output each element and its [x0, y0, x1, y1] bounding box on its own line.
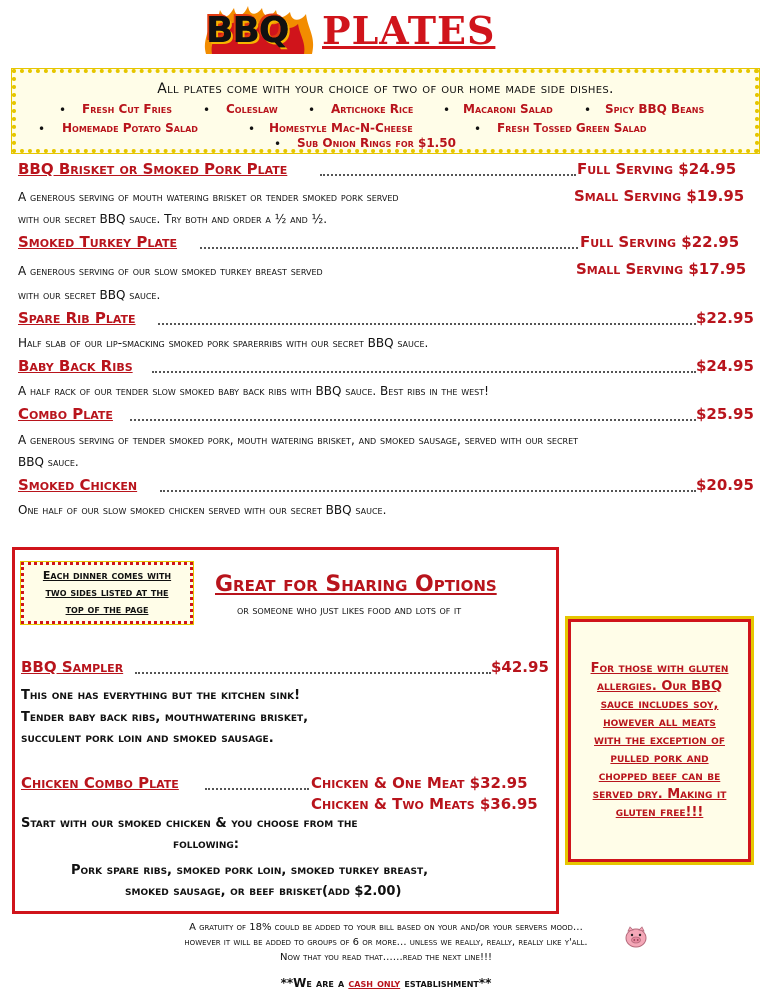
side-item: Coleslaw	[226, 102, 278, 116]
plate-price-small: Small Serving $17.95	[576, 260, 747, 278]
plate-title: Smoked Turkey Plate	[18, 233, 178, 251]
bullet: •	[203, 103, 211, 117]
plate-title: Combo Plate	[18, 405, 113, 423]
cash-only-notice	[0, 976, 772, 990]
dot-leader	[152, 371, 696, 373]
dinner-note-line: Each dinner comes with	[42, 569, 172, 582]
bullet: •	[474, 122, 482, 136]
gluten-note	[577, 660, 742, 822]
sides-intro: All plates come with your choice of two of our home made side dishes.	[157, 81, 614, 97]
plate-title: Spare Rib Plate	[18, 309, 136, 327]
dot-leader	[320, 174, 576, 176]
gluten-line: gluten free!!!	[615, 805, 704, 820]
gluten-line: chopped beef can be	[598, 769, 721, 784]
plate-description: A half rack of our tender slow smoked baby back ribs with BBQ sauce. Best ribs in the west!	[18, 384, 489, 398]
plate-description: A generous serving of tender smoked pork, mouth watering brisket, and smoked sausage, served with our secret	[18, 433, 579, 447]
bbq-logo	[200, 4, 318, 60]
bullet: •	[38, 122, 46, 136]
plate-title: Baby Back Ribs	[18, 357, 133, 375]
gluten-line: served dry. Making it	[592, 787, 727, 802]
logo-text: BBQ	[206, 10, 289, 51]
bullet: •	[308, 103, 316, 117]
plate-title: Smoked Chicken	[18, 476, 138, 494]
plate-description: with our secret BBQ sauce.	[18, 288, 161, 302]
pig-icon	[624, 926, 648, 948]
combo-price-one: Chicken & One Meat $32.95	[311, 774, 528, 792]
plate-title: BBQ Brisket or Smoked Pork Plate	[18, 160, 288, 178]
sharing-subtitle: or someone who just likes food and lots of it	[237, 604, 462, 617]
gluten-line: allergies. Our BBQ	[596, 679, 723, 694]
bullet: •	[59, 103, 67, 117]
gluten-note-box	[568, 619, 751, 862]
gluten-line: however all meats	[603, 715, 716, 730]
plate-description: Half slab of our lip-smacking smoked pork sparerribs with our secret BBQ sauce.	[18, 336, 429, 350]
dinner-note-line: top of the page	[65, 603, 149, 616]
sides-box	[12, 69, 759, 153]
side-item: Spicy BBQ Beans	[605, 102, 705, 116]
side-item: Macaroni Salad	[463, 102, 553, 116]
bullet: •	[274, 137, 282, 151]
dot-leader	[200, 247, 578, 249]
combo-price-two: Chicken & Two Meats $36.95	[311, 795, 538, 813]
plate-description: A generous serving of mouth watering brisket or tender smoked pork served	[18, 190, 399, 204]
gratuity-line: however it will be added to groups of 6 or more… unless we really, really, really like y'all.	[184, 937, 588, 948]
dot-leader	[158, 323, 696, 325]
combo-description: following:	[173, 837, 239, 852]
dot-leader	[160, 490, 696, 492]
combo-description: Pork spare ribs, smoked pork loin, smoked turkey breast,	[71, 863, 429, 878]
plate-price: Full Serving $24.95	[577, 160, 737, 178]
sampler-description: This one has everything but the kitchen sink!	[21, 688, 301, 703]
side-item: Homemade Potato Salad	[62, 121, 198, 135]
bullet: •	[443, 103, 451, 117]
side-item: Fresh Tossed Green Salad	[497, 121, 647, 135]
combo-title: Chicken Combo Plate	[21, 774, 179, 792]
page-title: PLATES	[322, 8, 496, 53]
gluten-line: sauce includes soy,	[600, 697, 719, 712]
plate-price: $25.95	[696, 405, 754, 423]
sampler-price: $42.95	[491, 658, 549, 676]
side-item: Sub Onion Rings for $1.50	[297, 136, 456, 150]
plate-description: A generous serving of our slow smoked turkey breast served	[18, 264, 323, 278]
header	[200, 4, 496, 60]
gratuity-line: Now that you read that……read the next line!!!	[280, 952, 492, 963]
sampler-description: Tender baby back ribs, mouthwatering brisket,	[21, 710, 309, 725]
side-item: Artichoke Rice	[331, 102, 414, 116]
cash-text: establishment**	[400, 976, 492, 990]
gluten-line: with the exception of	[594, 733, 725, 748]
dot-leader	[135, 672, 491, 674]
cash-emphasis: cash only	[348, 976, 401, 990]
dinner-note	[21, 562, 193, 624]
side-item: Fresh Cut Fries	[82, 102, 172, 116]
plate-price: $20.95	[696, 476, 754, 494]
sharing-box	[12, 547, 559, 914]
dot-leader	[130, 419, 696, 421]
plate-description: One half of our slow smoked chicken served with our secret BBQ sauce.	[18, 503, 387, 517]
plate-price: $24.95	[696, 357, 754, 375]
side-item: Homestyle Mac-N-Cheese	[269, 121, 413, 135]
gratuity-line: A gratuity of 18% could be added to your bill based on your and/or your servers mood…	[189, 922, 583, 933]
combo-description: smoked sausage, or beef brisket(add $2.00)	[125, 884, 402, 899]
combo-description: Start with our smoked chicken & you choose from the	[21, 816, 358, 831]
sharing-title: Great for Sharing Options	[215, 572, 497, 597]
bullet: •	[248, 122, 256, 136]
plate-description: with our secret BBQ sauce. Try both and order a ½ and ½.	[18, 212, 328, 226]
sampler-description: succulent pork loin and smoked sausage.	[21, 731, 274, 746]
gluten-line: For those with gluten	[590, 661, 729, 676]
bullet: •	[584, 103, 592, 117]
plate-description: BBQ sauce.	[18, 455, 79, 469]
gluten-line: pulled pork and	[610, 751, 709, 766]
plate-price: $22.95	[696, 309, 754, 327]
plate-price: Full Serving $22.95	[580, 233, 740, 251]
dot-leader	[205, 788, 309, 790]
sampler-title: BBQ Sampler	[21, 658, 124, 676]
cash-text: **We are a	[280, 976, 349, 990]
plate-price-small: Small Serving $19.95	[574, 187, 745, 205]
dinner-note-line: two sides listed at the	[45, 586, 169, 599]
